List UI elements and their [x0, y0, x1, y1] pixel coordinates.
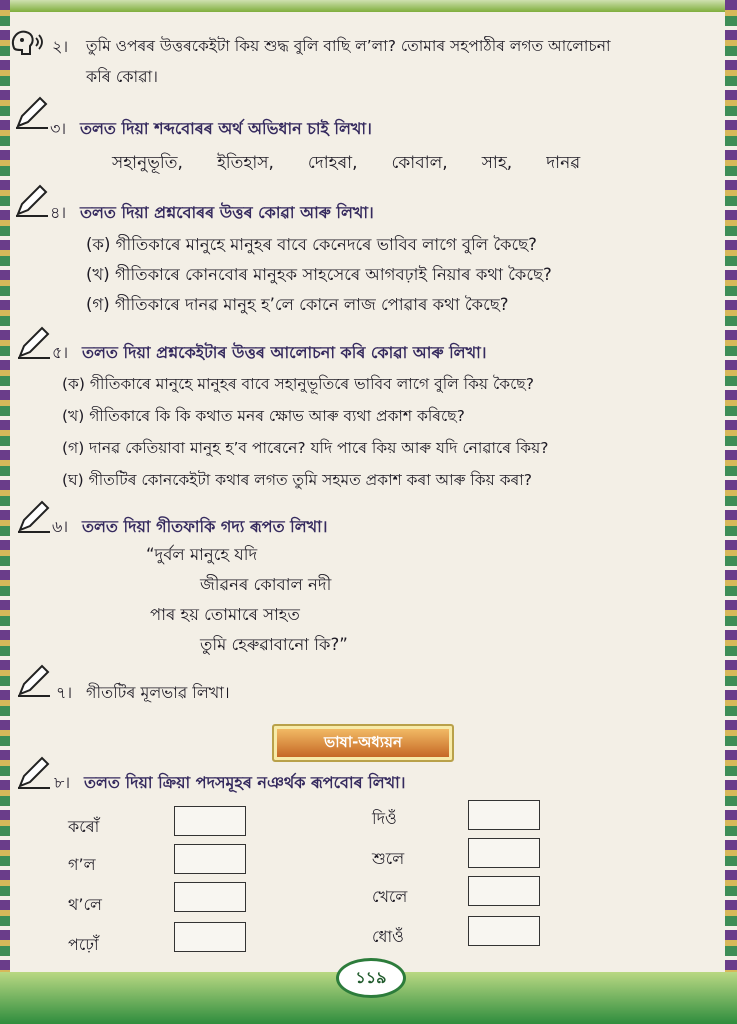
q2-text-line2: কৰি কোৱা।	[86, 67, 158, 86]
answer-box[interactable]	[468, 916, 540, 946]
answer-box[interactable]	[468, 876, 540, 906]
q6-verse-line: পাৰ হয় তোমাৰে সাহত	[150, 605, 300, 624]
pencil-icon	[16, 756, 50, 790]
pencil-icon	[14, 184, 48, 218]
q5-item: (ঘ) গীতটিৰ কোনকেইটা কথাৰ লগত তুমি সহমত প্ৰকাশ কৰা আৰু কিয় কৰা?	[62, 471, 532, 489]
pencil-icon	[16, 664, 50, 698]
q2-text-line1: তুমি ওপৰৰ উত্তৰকেইটা কিয় শুদ্ধ বুলি বাছি ল’লা? তোমাৰ সহপাঠীৰ লগত আলোচনা	[86, 37, 611, 55]
left-decorative-border	[0, 0, 10, 1024]
answer-box[interactable]	[468, 800, 540, 830]
q8-left-word: থ’লে	[68, 895, 102, 914]
top-border	[0, 0, 737, 12]
pencil-icon	[16, 326, 50, 360]
answer-box[interactable]	[174, 806, 246, 836]
q5-number: ৫।	[52, 343, 69, 362]
q8-right-word: ধোওঁ	[372, 927, 404, 946]
q5-heading: তলত দিয়া প্ৰশ্নকেইটাৰ উত্তৰ আলোচনা কৰি কোৱা আৰু লিখা।	[82, 343, 487, 362]
q6-number: ৬।	[52, 517, 69, 536]
q3-word: দোহৰা,	[307, 153, 358, 173]
answer-box[interactable]	[174, 922, 246, 952]
q8-left-word: কৰোঁ	[68, 817, 100, 836]
q4-number: ৪।	[50, 203, 67, 222]
q4-item: (খ) গীতিকাৰে কোনবোৰ মানুহক সাহসেৰে আগবঢ়াই নিয়াৰ কথা কৈছে?	[86, 265, 552, 284]
page-number: ১১৯	[336, 958, 406, 998]
q6-verse-line: তুমি হেৰুৱাবানো কি?”	[200, 635, 348, 654]
right-decorative-border	[725, 0, 737, 1024]
q6-heading: তলত দিয়া গীতফাকি গদ্য ৰূপত লিখা।	[82, 517, 328, 536]
pencil-icon	[16, 500, 50, 534]
q3-word: সহানুভূতি,	[112, 153, 183, 173]
pencil-icon	[14, 96, 48, 130]
q8-right-word: খেলে	[372, 887, 408, 906]
q6-verse-line: জীৱনৰ কোবাল নদী	[200, 575, 332, 594]
q8-left-word: গ’ল	[68, 855, 96, 874]
q7-text: গীতটিৰ মূলভাৱ লিখা।	[86, 683, 230, 702]
q4-item: (গ) গীতিকাৰে দানৱ মানুহ হ’লে কোনে লাজ পোৱাৰ কথা কৈছে?	[86, 295, 509, 314]
q8-right-word: শুলে	[372, 849, 405, 868]
q3-heading: তলত দিয়া শব্দবোৰৰ অৰ্থ অভিধান চাই লিখা।	[80, 119, 372, 138]
q3-word-list	[112, 150, 580, 178]
q8-number: ৮।	[54, 773, 71, 792]
speaking-head-icon	[8, 28, 48, 60]
q8-heading: তলত দিয়া ক্ৰিয়া পদসমূহৰ নঞৰ্থক ৰূপবোৰ লিখা।	[84, 773, 406, 792]
q3-word: সাহ,	[481, 153, 513, 173]
q8-right-word: দিওঁ	[372, 809, 397, 828]
q3-word: দানৱ	[546, 153, 581, 173]
answer-box[interactable]	[174, 882, 246, 912]
q5-item: (ক) গীতিকাৰে মানুহে মানুহৰ বাবে সহানুভূতিৰে ভাবিব লাগে বুলি কিয় কৈছে?	[62, 375, 534, 393]
q4-heading: তলত দিয়া প্ৰশ্নবোৰৰ উত্তৰ কোৱা আৰু লিখা।	[80, 203, 374, 222]
q2-number: ২।	[52, 37, 69, 56]
q5-item: (গ) দানৱ কেতিয়াবা মানুহ হ’ব পাৰেনে? যদি পাৰে কিয় আৰু যদি নোৱাৰে কিয়?	[62, 439, 549, 457]
section-banner: ভাষা-অধ্যয়ন	[272, 724, 454, 762]
q3-number: ৩।	[50, 119, 67, 138]
answer-box[interactable]	[468, 838, 540, 868]
q5-item: (খ) গীতিকাৰে কি কি কথাত মনৰ ক্ষোভ আৰু ব্যথা প্ৰকাশ কৰিছে?	[62, 407, 465, 425]
q4-item: (ক) গীতিকাৰে মানুহে মানুহৰ বাবে কেনেদৰে ভাবিব লাগে বুলি কৈছে?	[86, 235, 537, 254]
q6-verse-line: “দুৰ্বল মানুহে যদি	[146, 545, 258, 564]
q7-number: ৭।	[56, 683, 73, 702]
q3-word: ইতিহাস,	[216, 153, 274, 173]
answer-box[interactable]	[174, 844, 246, 874]
q8-left-word: পঢ়োঁ	[68, 935, 99, 954]
q3-word: কোবাল,	[391, 153, 448, 173]
